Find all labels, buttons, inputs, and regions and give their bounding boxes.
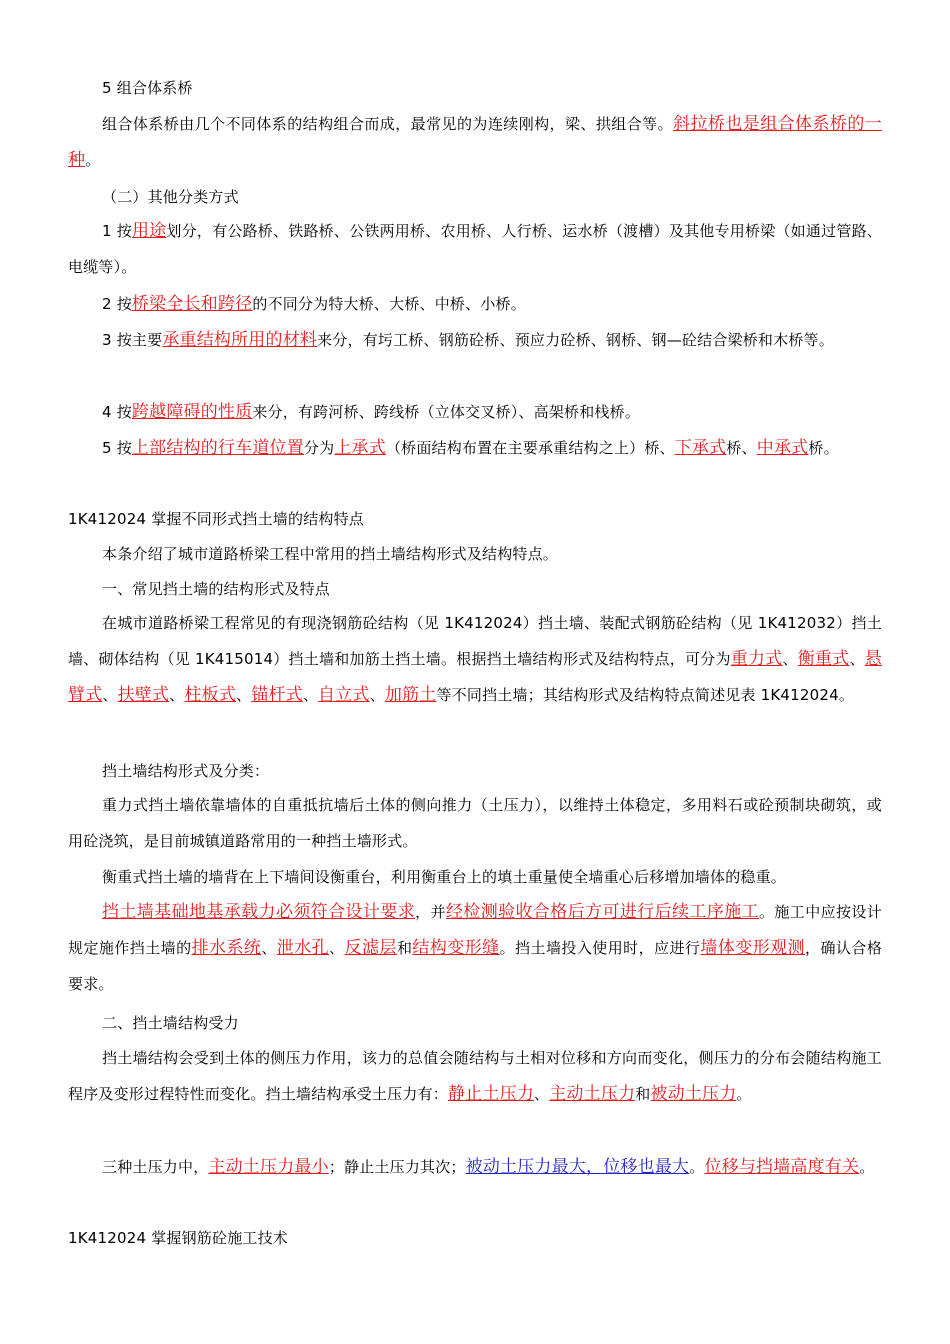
text: 本条介绍了城市道路桥梁工程中常用的挡土墙结构形式及结构特点。: [102, 545, 559, 563]
highlight-text: 上部结构的行车道位置: [131, 438, 304, 458]
highlight-text: 静止土压力: [448, 1084, 535, 1104]
highlight-text: 反滤层: [344, 938, 397, 958]
highlight-text: 自立式: [318, 685, 370, 705]
text: ，确认合格要求。: [68, 939, 883, 993]
text: 1K412024 掌握不同形式挡土墙的结构特点: [68, 510, 365, 528]
heading-wall-forces: [68, 1005, 882, 1041]
paragraph-by-length: [68, 286, 882, 322]
highlight-text: 上承式: [334, 438, 386, 458]
text: 衡重式挡土墙的墙背在上下墙间设衡重台，利用衡重台上的填土重量使全墙重心后移增加墙体的稳重。: [102, 868, 787, 886]
highlight-text: 结构变形缝: [412, 938, 500, 958]
text: 、: [102, 686, 118, 704]
highlight-text: 承重结构所用的材料: [162, 330, 318, 350]
text: 三种土压力中，: [102, 1158, 209, 1176]
text: 。: [859, 1158, 875, 1176]
highlight-text: 泄水孔: [276, 938, 330, 958]
text: 、: [782, 650, 798, 668]
text: 等不同挡土墙；其结构形式及结构特点简述见表 1K412024。: [436, 686, 855, 704]
text: 。挡土墙投入使用时，应进行: [499, 939, 701, 957]
text: 2 按: [102, 295, 132, 313]
text: 来分，有圬工桥、钢筋砼桥、预应力砼桥、钢桥、钢—砼结合梁桥和木桥等。: [317, 331, 834, 349]
paragraph-by-deck-position: [68, 430, 882, 466]
paragraph-gravity-wall: [68, 787, 882, 859]
paragraph-by-obstacle: [68, 394, 882, 430]
highlight-text: 扶壁式: [117, 685, 170, 705]
highlight-text: 衡重式: [797, 649, 850, 669]
text: 和: [635, 1085, 651, 1103]
text: 3 按主要: [102, 331, 163, 349]
text: 分为: [303, 439, 335, 457]
text: 、: [369, 686, 385, 704]
text: 挡土墙结构会受到土体的侧压力作用，该力的总值会随结构与土相对位移和方向而变化，侧压力的分布会随结构施工程序及变形过程特性而变化。挡土墙结构承受土压力有：: [68, 1049, 882, 1103]
text: 。施工中应按设计规定施作挡土墙的: [68, 903, 882, 957]
paragraph-wall-forms: [68, 605, 882, 713]
text: （桥面结构布置在主要承重结构之上）桥、: [385, 439, 675, 457]
highlight-text: 被动土压力: [650, 1084, 737, 1104]
text: 、: [302, 686, 319, 704]
text: 组合体系桥由几个不同体系的结构组合而成，最常见的为连续刚构，梁、拱组合等。: [102, 115, 674, 133]
highlight-text: 排水系统: [191, 938, 262, 958]
text: 挡土墙结构形式及分类：: [102, 762, 270, 780]
heading-other-classification: [68, 179, 882, 215]
text: 。: [85, 151, 101, 169]
text: 二、挡土墙结构受力: [102, 1014, 239, 1032]
text: 桥、: [726, 439, 757, 457]
paragraph-intro-retaining-wall: [68, 536, 882, 572]
heading-wall-forms: [68, 571, 882, 607]
text: 1K412024 掌握钢筋砼施工技术: [68, 1229, 289, 1247]
text: 、: [329, 939, 345, 957]
paragraph-by-use: [68, 213, 882, 285]
text: 、: [534, 1085, 550, 1103]
highlight-text: 悬臂式: [68, 649, 882, 705]
text: 5 按: [102, 439, 132, 457]
highlight-text: 墙体变形观测: [700, 938, 806, 958]
paragraph-wall-forces: [68, 1040, 882, 1112]
text: 重力式挡土墙依靠墙体的自重抵抗墙后土体的侧向推力（土压力），以维持土体稳定，多用料石或砼预制块砌筑，或用砼浇筑，是目前城镇道路常用的一种挡土墙形式。: [68, 796, 882, 850]
highlight-text: 重力式: [730, 649, 783, 669]
text: 在城市道路桥梁工程常见的有现浇钢筋砼结构（见 1K412024）挡土墙、装配式钢筋砼结构（见 1K412032）挡土墙、砌体结构（见 1K415014）挡土墙和加筋土挡土墙。根据挡土墙结构形式及结构特点，可分为: [68, 614, 882, 668]
heading-wall-classification: [68, 753, 882, 789]
paragraph-counterweight-wall: [68, 859, 882, 895]
paragraph-combined-bridge: [68, 106, 882, 178]
highlight-text: 中承式: [756, 438, 809, 458]
text: 1 按: [102, 222, 132, 240]
text: 、: [169, 686, 185, 704]
text: 和: [396, 939, 413, 957]
highlight-text: 挡土墙基础地基承载力必须符合设计要求: [102, 902, 416, 922]
highlight-text-blue: 被动土压力最大，位移也最大: [465, 1157, 690, 1177]
text: 桥。: [808, 439, 839, 457]
highlight-text: 柱板式: [184, 685, 237, 705]
paragraph-construction-requirements: [68, 894, 882, 1002]
text: 的不同分为特大桥、大桥、中桥、小桥。: [252, 295, 526, 313]
section-title-concrete: [68, 1220, 882, 1256]
text: 4 按: [102, 403, 132, 421]
paragraph-by-material: [68, 322, 882, 358]
paragraph-earth-pressure-comparison: [68, 1149, 882, 1185]
highlight-text: 加筋土: [384, 685, 437, 705]
text: 。: [689, 1158, 705, 1176]
highlight-text: 经检测验收合格后方可进行后续工序施工: [445, 902, 760, 922]
highlight-text: 跨越障碍的性质: [131, 402, 253, 422]
text: 。: [736, 1085, 752, 1103]
text: 、: [849, 650, 865, 668]
text: 划分，有公路桥、铁路桥、公铁两用桥、农用桥、人行桥、运水桥（渡槽）及其他专用桥梁（如通过管路、电缆等）。: [68, 222, 882, 276]
highlight-text: 用途: [131, 221, 167, 241]
section-title-retaining-wall: [68, 501, 882, 537]
text: ；静止土压力其次；: [328, 1158, 466, 1176]
highlight-text: 下承式: [674, 438, 727, 458]
text: ，并: [415, 903, 446, 921]
text: 、: [236, 686, 252, 704]
highlight-text: 主动土压力: [549, 1084, 636, 1104]
highlight-text: 锚杆式: [251, 685, 303, 705]
text: 、: [261, 939, 277, 957]
highlight-text: 主动土压力最小: [208, 1157, 329, 1177]
highlight-text: 斜拉桥也是组合体系桥的一种: [68, 114, 882, 170]
text: 来分，有跨河桥、跨线桥（立体交叉桥）、高架桥和栈桥。: [252, 403, 641, 421]
heading-combined-bridge: [68, 70, 882, 106]
text: （二）其他分类方式: [102, 188, 239, 206]
highlight-text: 桥梁全长和跨径: [131, 294, 253, 314]
text: 5 组合体系桥: [102, 79, 193, 97]
text: 一、常见挡土墙的结构形式及特点: [102, 580, 331, 598]
highlight-text: 位移与挡墙高度有关: [704, 1157, 860, 1177]
